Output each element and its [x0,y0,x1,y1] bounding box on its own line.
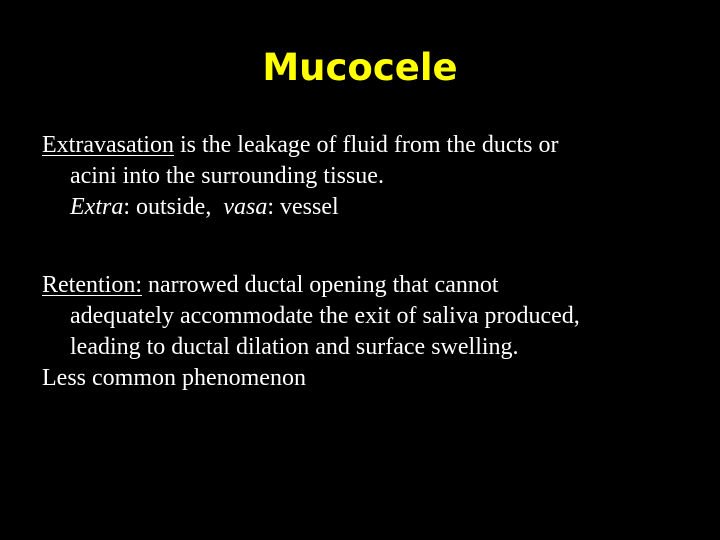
extravasation-definition-start: is the leakage of fluid from the ducts or [173,132,559,158]
retention-term: Retention: [42,272,142,298]
extravasation-line-1 [42,130,692,161]
extravasation-paragraph [42,130,692,223]
etymology-vasa-meaning: : vessel [267,194,339,220]
retention-line-3: leading to ductal dilation and surface swelling. [70,334,519,360]
etymology-vasa-term: vasa [223,194,268,220]
etymology-extra-meaning: : outside, [123,194,212,220]
extravasation-etymology [42,192,692,223]
etymology-extra-term: Extra [70,194,124,220]
extravasation-term: Extravasation [42,132,174,158]
retention-line-2: adequately accommodate the exit of saliva produced, [70,303,580,329]
retention-definition-start: narrowed ductal opening that cannot [141,272,499,298]
retention-paragraph [42,270,692,394]
slide-title: Mucocele [262,46,458,89]
retention-line-1 [42,270,692,301]
etymology-gap [211,194,223,220]
extravasation-line-2: acini into the surrounding tissue. [70,163,384,189]
retention-line-4: Less common phenomenon [42,365,306,391]
